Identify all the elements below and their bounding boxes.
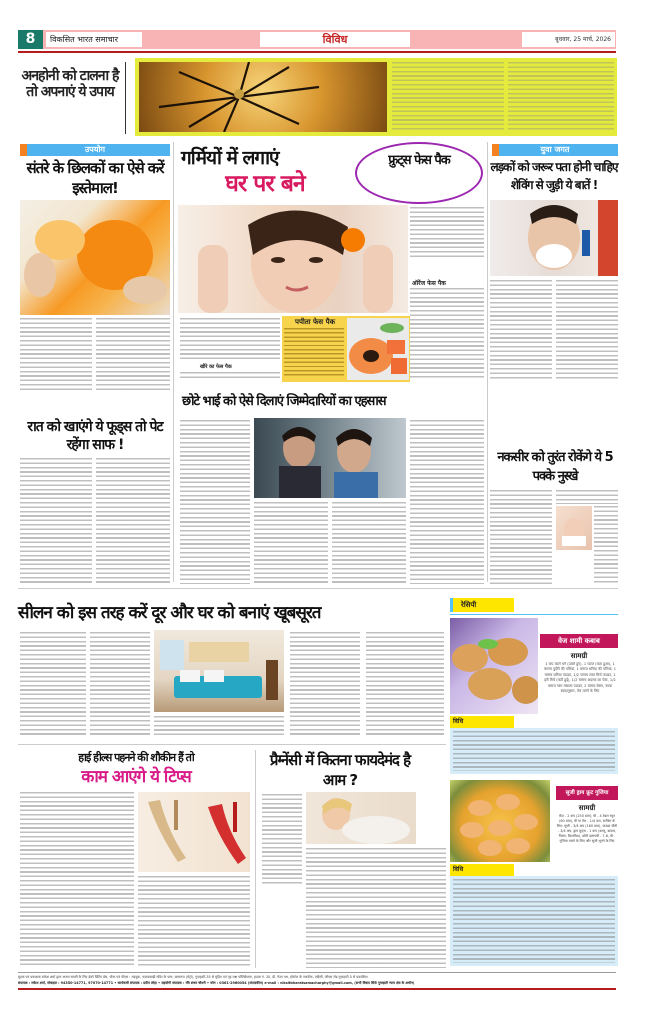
column-divider	[173, 142, 174, 582]
mango-headline: प्रैग्नेंसी में कितना फायदेमंद है आम ?	[269, 751, 411, 789]
nosebleed-body-col1	[490, 490, 552, 584]
paper-name: विकसित भारत समाचार	[46, 32, 142, 47]
orange-body-col2	[96, 318, 170, 390]
man-shaving-image	[490, 200, 618, 276]
orange-peel-image	[20, 200, 170, 315]
recipe2-method	[450, 876, 618, 966]
column-divider	[487, 142, 488, 582]
nosebleed-headline: नकसीर को तुरंत रोकेंगे ये 5 पक्के नुस्खे	[497, 450, 613, 484]
papaya-box-body	[284, 328, 344, 378]
footer-rule	[18, 988, 616, 990]
recipe1-title: वेज शामी कबाब	[540, 634, 618, 648]
heels-body-col1	[20, 792, 134, 968]
damp-body-col4	[290, 632, 360, 736]
header-rule	[18, 51, 616, 53]
recipe1-ingredients: 1 कप काले चने (उबले हुए), 1 प्याज (कटा हुआ), 1 चम्मच पुदीने की पत्तियां, 1 चम्मच धनिया की पत्तियां, 1 चम्मच धनिया पाउडर, 1/2 चम्मच लाल मिर्च पाउडर, 1 हरी मिर्च (कटी हुई), 1/2 चम्मच अदरक का पेस्ट, 1/2 चम्मच गरम मसाला पाउडर, 2 चम्मच बेसन, नमक स्वादानुसार, तेल तलने के लिए	[543, 662, 617, 694]
gujiya-image	[450, 780, 550, 862]
nose-image	[556, 506, 592, 550]
kebab-image	[450, 618, 538, 714]
cucumber-facepack-subhead: खीरे का फेस पैक	[200, 364, 232, 370]
recipe1-ingredients-label: सामग्री	[570, 652, 588, 660]
recipe2-ingredients: मैदा - 2 कप (250 ग्राम), घी - 4 टेबल स्पून (60 ग्राम), घी या तेल - 1/4 कप, स्टफिंग के लिए: सूजी - 3/4 कप (160 ग्राम), पाउडर चीनी - 3/4 कप, ड्राय फ्रूट्स - 1 कप (काजू, बादाम, पिस्ता, किशमिश), छोटी इलायची - 7-8, घी - गुजिया तलने के लिए और सूजी भूनने के लिए	[556, 814, 618, 843]
face-pack-body-right	[410, 207, 484, 257]
footer-imprint: मुद्रक एवं प्रकाशक राकेश शर्मा द्वारा अजय स्वामी के लिए ईको प्रिंटिंग प्रेस, पोस्ट एवं पीएस : गड़चुक, फाटकबाड़ी मंदिर के पास, कामरूप (मेट्रो), गुवाहाटी-35 से मुद्रित एवं गृह लक्ष पब्लिकेशंस, हाउस नं. 30, डी. नेउग पथ, होस्टेल के नजदीक, एबीसी, जीएस रोड गुवाहाटी-5 से प्रकाशित।	[18, 975, 369, 979]
living-room-image	[154, 630, 284, 712]
stomach-headline: रात को खाएंगे ये फूड्स तो पेट रहेंगा साफ !	[27, 419, 163, 453]
section-tag-upyog: उपयोग	[20, 144, 170, 156]
column-divider	[255, 750, 256, 968]
papaya-image	[347, 318, 409, 380]
brother-body-col1	[180, 420, 250, 584]
orange-facepack-body	[410, 288, 484, 378]
face-pack-headline-line1: गर्मियों में लगाएं	[181, 147, 279, 169]
brother-body-col4	[410, 420, 484, 584]
woman-flower-image	[178, 205, 408, 313]
mango-body-col2	[306, 848, 446, 968]
top-story-headline: अनहोनी को टालना है तो अपनाएं ये उपाय	[21, 68, 119, 100]
heels-headline-line2: काम आएंगे ये टिप्स	[81, 767, 191, 787]
face-pack-oval-text: फ्रुट्स फेस पैक	[388, 153, 450, 168]
recipe2-title: सूजी ड्राय फ्रूट गुजिया	[556, 786, 618, 800]
shaving-body-col2	[556, 280, 618, 380]
recipe-tag: रेसिपी	[450, 598, 514, 612]
papaya-box-title: पपीता फेस पैक	[295, 318, 335, 326]
top-story-body-col1	[392, 62, 504, 132]
face-pack-headline-line2: घर पर बने	[225, 171, 305, 197]
shaving-headline: लड़कों को जरूर पता होनी चाहिए शेविंग से जुड़ी ये बातें !	[490, 160, 618, 192]
recipe2-method-label: विधि	[450, 864, 514, 876]
compass-image	[139, 62, 387, 132]
row-divider	[18, 744, 446, 745]
heels-headline-line1: हाई हील्स पहनने की शौकीन हैं तो	[78, 751, 194, 764]
orange-body-col1	[20, 318, 92, 390]
page-number: 8	[18, 30, 43, 49]
damp-body-col2	[90, 632, 150, 736]
shaving-body-col1	[490, 280, 552, 380]
damp-body-col5	[366, 632, 444, 736]
brothers-image	[254, 418, 406, 498]
row-divider	[18, 588, 618, 589]
recipe1-method	[450, 728, 618, 774]
cucumber-facepack-body	[180, 372, 280, 380]
orange-facepack-subhead: ऑरेंज फेस पैक	[412, 280, 446, 287]
brace-divider	[125, 62, 129, 134]
section-title: विविध	[260, 32, 410, 47]
brother-body-col3	[332, 502, 406, 584]
orange-headline: संतरे के छिलकों का ऐसे करें इस्तेमाल!	[26, 159, 164, 197]
recipe-rule	[450, 614, 618, 615]
mango-body-col1	[262, 794, 302, 886]
damp-headline: सीलन को इस तरह करें दूर और घर को बनाएं खूबसूरत	[18, 603, 321, 623]
footer-editor: संपादक : राकेश शर्मा, मोबाइल : 94350-14771, 97070-14771 • कार्यकारी संपादक : प्रदीप लोहा • सहयोगी संपादक : रवि शंकर चौधरी • फोन : 0361-2960054 (संपादकीय) e-mail : viksitbharatsamacharghy@gmail.com, (सभी विवाद सिर्फ गुवाहाटी न्याय क्षेत्र के अधीन)	[18, 981, 415, 985]
heels-body-col2	[138, 876, 250, 968]
face-pack-intro	[180, 318, 280, 362]
footer-rule-top	[18, 972, 616, 973]
pregnant-woman-image	[306, 792, 416, 844]
stomach-body-col2	[96, 458, 170, 584]
brother-body-col2	[254, 502, 328, 584]
nosebleed-body-col2	[556, 490, 618, 504]
stomach-body-col1	[20, 458, 92, 584]
damp-body-col1	[20, 632, 86, 736]
date: बुधवार, 25 मार्च, 2026	[522, 32, 615, 47]
top-story-body-col2	[508, 62, 614, 132]
recipe2-ingredients-label: सामग्री	[578, 804, 596, 812]
damp-body-col3	[154, 716, 284, 736]
nosebleed-body-col3	[594, 506, 618, 584]
section-tag-yuva-jagat: युवा जगत	[492, 144, 618, 156]
recipe1-method-label: विधि	[450, 716, 514, 728]
brother-headline: छोटे भाई को ऐसे दिलाएं जिम्मेदारियों का एहसास	[182, 394, 386, 409]
heels-image	[138, 792, 250, 872]
